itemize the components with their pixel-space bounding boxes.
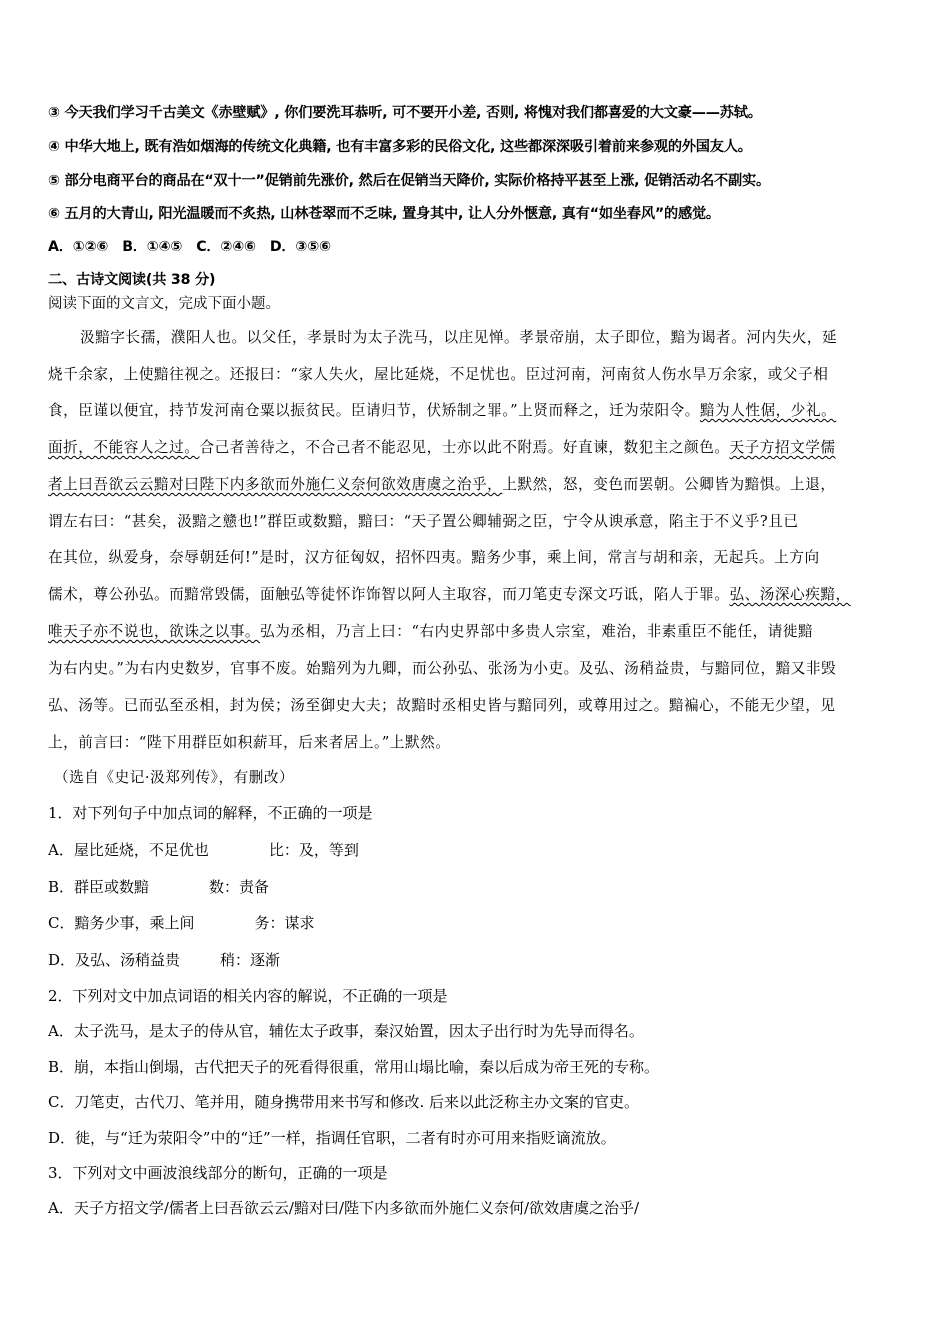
question-1-option-c	[48, 913, 315, 933]
option-gloss: 数：责备	[209, 878, 270, 896]
passage-line: 在其位，纵爱身，奈辱朝廷何!”是时，汉方征匈奴，招怀四夷。黯务少事，乘上间，常言与胡和亲，无起兵。上方向	[48, 549, 820, 566]
passage-source: （选自《史记·汲郑列传》，有删改）	[54, 769, 295, 786]
passage-text: 弘为丞相，乃言上曰：“右内史界部中多贵人宗室，难治，非素重臣不能任，请徙黯	[260, 623, 814, 640]
passage-line: 弘、汤等。已而弘至丞相，封为侯；汤至御史大夫；故黯时丞相史皆与黯同列，或尊用过之。黯褊心，不能无少望，见	[48, 697, 836, 714]
option-gloss: 比：及，等到	[268, 841, 359, 859]
option-text: B．群臣或数黯	[48, 878, 150, 896]
passage-line: 烧千余家，上使黯往视之。还报曰：“家人失火，屋比延烧，不足忧也。臣过河南，河南贫人伤水旱万余家，或父子相	[48, 366, 829, 383]
section-heading: 二、古诗文阅读(共 38 分)	[48, 272, 216, 288]
passage-text: 食，臣谨以便宜，持节发河南仓粟以振贫民。臣请归节，伏矫制之罪。”上贤而释之，迁为荥阳令。	[48, 402, 700, 419]
choice-item-4: ④ 中华大地上, 既有浩如烟海的传统文化典籍, 也有丰富多彩的民俗文化, 这些都深深吸引着前来参观的外国友人。	[48, 139, 752, 155]
passage-line: 为右内史。”为右内史数岁，官事不废。始黯列为九卿，而公孙弘、张汤为小吏。及弘、汤稍益贵，与黯同位，黯又非毁	[48, 660, 837, 677]
passage-line: 上，前言曰：“陛下用群臣如积薪耳，后来者居上。”上默然。	[48, 734, 451, 751]
question-2-option-c: C．刀笔吏，古代刀、笔并用，随身携带用来书写和修改. 后来以此泛称主办文案的官吏。	[48, 1093, 640, 1111]
option-text: C．黯务少事，乘上间	[48, 914, 195, 932]
question-3-option-a: A．天子方招文学/儒者上曰吾欲云云/黯对曰/陛下内多欲而外施仁义奈何/欲效唐虞之治乎/	[48, 1199, 640, 1217]
question-1-option-d	[48, 950, 280, 970]
question-1-stem: 1．对下列句子中加点词的解释，不正确的一项是	[48, 804, 373, 822]
wavy-underlined-text: 唯天子亦不说也，欲诛之以事。	[48, 623, 261, 640]
wavy-underlined-text: 面折，不能容人之过。	[48, 439, 200, 456]
passage-line	[48, 585, 851, 605]
passage-text: 上默然，怒，变色而罢朝。公卿皆为黯惧。上退，	[502, 476, 836, 493]
passage-text: 儒术，尊公孙弘。而黯常毁儒，面触弘等徒怀诈饰智以阿人主取容，而刀笔吏专深文巧诋，陷人于罪。	[48, 586, 730, 603]
section-instruction: 阅读下面的文言文，完成下面小题。	[48, 296, 280, 312]
choice-item-3: ③ 今天我们学习千古美文《赤壁赋》, 你们要洗耳恭听, 可不要开小差, 否则, 将愧对我们都喜爱的大文豪——苏轼。	[48, 105, 762, 121]
choice-item-5: ⑤ 部分电商平台的商品在“双十一”促销前先涨价, 然后在促销当天降价, 实际价格持平甚至上涨, 促销活动名不副实。	[48, 173, 771, 189]
question-2-option-d: D．徙，与“迁为荥阳令”中的“迁”一样，指调任官职，二者有时亦可用来指贬谪流放。	[48, 1129, 616, 1147]
passage-line	[48, 475, 836, 495]
question-2-option-a: A．太子洗马，是太子的侍从官，辅佐太子政事，秦汉始置，因太子出行时为先导而得名。	[48, 1022, 644, 1040]
wavy-underlined-text: 天子方招文学儒	[729, 439, 836, 456]
option-text: D．及弘、汤稍益贵	[48, 951, 181, 969]
wavy-underlined-text: 弘、汤深心疾黯，	[729, 586, 851, 603]
answer-options: A．①②⑥ B．①④⑤ C．②④⑥ D．③⑤⑥	[48, 239, 331, 255]
option-gloss: 务：谋求	[254, 914, 315, 932]
question-2-stem: 2．下列对文中加点词语的相关内容的解说，不正确的一项是	[48, 987, 448, 1005]
choice-item-6: ⑥ 五月的大青山, 阳光温暖而不炙热, 山林苍翠而不乏味, 置身其中, 让人分外惬意, 真有“如坐春风”的感觉。	[48, 206, 720, 222]
question-2-option-b: B．崩，本指山倒塌，古代把天子的死看得很重，常用山塌比喻，秦以后成为帝王死的专称。	[48, 1058, 660, 1076]
wavy-underlined-text: 者上曰吾欲云云黯对曰陛下内多欲而外施仁义奈何欲效唐虞之治乎，	[48, 476, 503, 493]
passage-line	[48, 401, 836, 421]
question-1-option-a	[48, 840, 359, 860]
passage-line: 汲黯字长孺，濮阳人也。以父任，孝景时为太子洗马，以庄见惮。孝景帝崩，太子即位，黯为谒者。河内失火，延	[80, 329, 838, 346]
option-text: A．屋比延烧，不足优也	[48, 841, 209, 859]
passage-line	[48, 622, 813, 642]
question-1-option-b	[48, 877, 269, 897]
passage-line	[48, 438, 836, 458]
question-3-stem: 3．下列对文中画波浪线部分的断句，正确的一项是	[48, 1164, 388, 1182]
option-gloss: 稍：逐渐	[220, 951, 281, 969]
wavy-underlined-text: 黯为人性倨，少礼。	[699, 402, 837, 419]
passage-text: 合己者善待之，不合己者不能忍见，士亦以此不附焉。好直谏，数犯主之颜色。	[199, 439, 730, 456]
passage-line: 谓左右曰：“甚矣，汲黯之戆也!”群臣或数黯，黯曰：“天子置公卿辅弼之臣，宁令从谀承意，陷主于不义乎?且已	[48, 513, 799, 530]
